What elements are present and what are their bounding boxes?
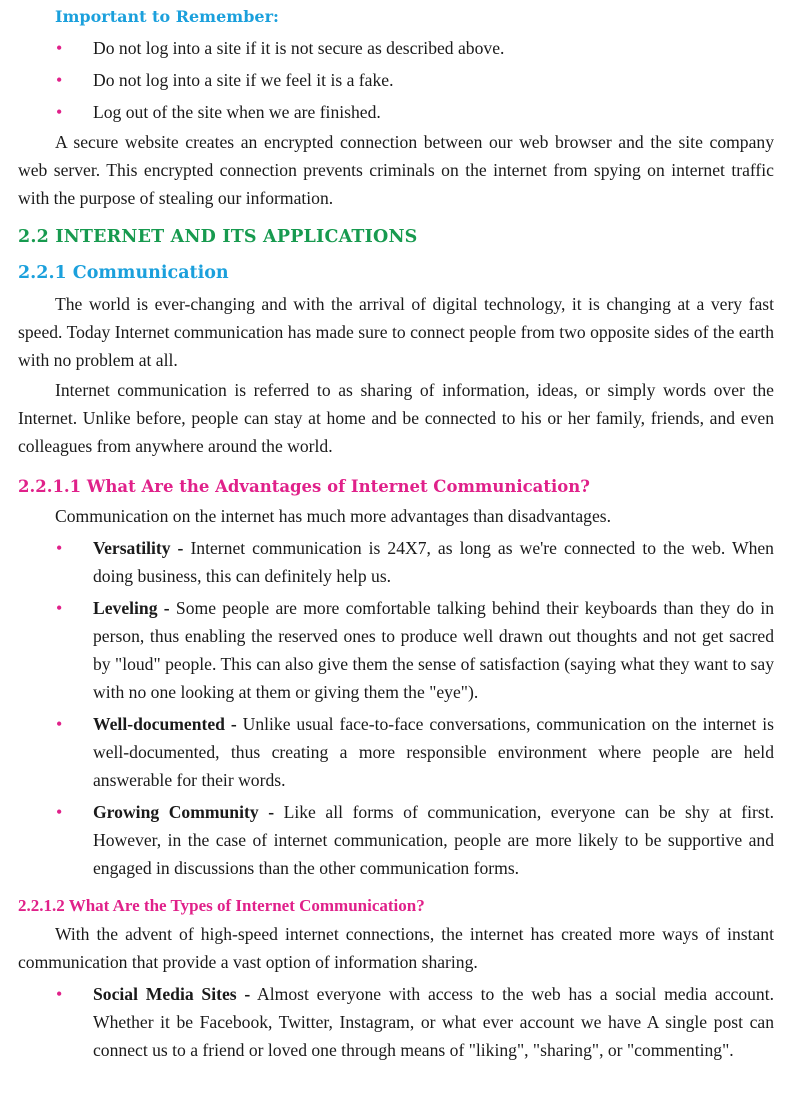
advantages-heading: 2.2.1.1 What Are the Advantages of Internet Communication? <box>18 477 590 496</box>
list-item: • Social Media Sites - Almost everyone with access to the web has a social media account. Whether it be Facebook, Twitter, Instagram, or what ever account we have A single post can connect us to a friend or loved one through means of "liking", "sharing", or "commenting". <box>18 980 774 1064</box>
list-item: • Do not log into a site if we feel it is a fake. <box>18 66 774 94</box>
bullet-icon: • <box>56 38 63 58</box>
important-heading: Important to Remember: <box>55 7 279 26</box>
document-page <box>18 4 774 1064</box>
list-item: • Versatility - Internet communication is 24X7, as long as we're connected to the web. When doing business, this can definitely help us. <box>18 534 774 590</box>
list-item: • Well-documented - Unlike usual face-to-face conversations, communication on the internet is well-documented, thus creating a more responsible environment where people are held answerable for their words. <box>18 710 774 794</box>
bullet-icon: • <box>56 538 63 558</box>
bullet-icon: • <box>56 102 63 122</box>
bullet-icon: • <box>56 70 63 90</box>
bullet-icon: • <box>56 714 63 734</box>
list-item: • Do not log into a site if it is not secure as described above. <box>18 34 774 62</box>
paragraph: With the advent of high-speed internet connections, the internet has created more ways of instant communication that provide a vast option of information sharing. <box>18 924 774 972</box>
subsection-heading: 2.2.1 Communication <box>18 263 229 283</box>
paragraph: A secure website creates an encrypted connection between our web browser and the site company web server. This encrypted connection prevents criminals on the internet from spying on internet traffic with the purpose of stealing our information. <box>18 132 774 208</box>
section-heading: 2.2 INTERNET AND ITS APPLICATIONS <box>18 227 418 247</box>
advantages-list <box>18 534 774 882</box>
bullet-icon: • <box>56 598 63 618</box>
paragraph: Internet communication is referred to as sharing of information, ideas, or simply words over the Internet. Unlike before, people can stay at home and be connected to his or her family, friends, and even colleagues from anywhere around the world. <box>18 380 774 456</box>
paragraph: Communication on the internet has much more advantages than disadvantages. <box>55 506 612 526</box>
list-item: • Growing Community - Like all forms of communication, everyone can be shy at first. However, in the case of internet communication, people are more likely to be supportive and engaged in discussions than the other communication forms. <box>18 798 774 882</box>
bullet-icon: • <box>56 802 63 822</box>
types-heading: 2.2.1.2 What Are the Types of Internet Communication? <box>18 896 425 915</box>
types-list <box>18 980 774 1064</box>
paragraph: The world is ever-changing and with the arrival of digital technology, it is changing at a very fast speed. Today Internet communication has made sure to connect people from two opposite sides of the earth with no problem at all. <box>18 294 774 370</box>
list-item: • Log out of the site when we are finished. <box>18 98 774 126</box>
list-item: • Leveling - Some people are more comfortable talking behind their keyboards than they do in person, thus enabling the reserved ones to produce well drawn out thoughts and not get sacred by "loud" people. This can also give them the sense of satisfaction (saying what they want to say with no one looking at them or giving them the "eye"). <box>18 594 774 706</box>
important-list <box>18 34 774 126</box>
bullet-icon: • <box>56 984 63 1004</box>
